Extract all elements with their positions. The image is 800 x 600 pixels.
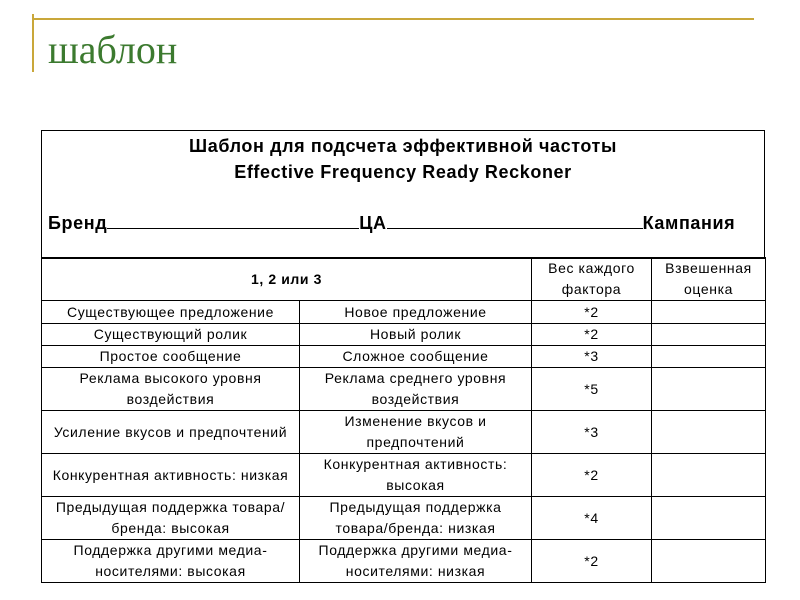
reckoner-template <box>41 130 765 583</box>
right-factor: Поддержка другими медиа-носителями: низкая <box>300 540 532 583</box>
table-row <box>42 497 766 540</box>
score-cell[interactable] <box>652 454 766 497</box>
table-row <box>42 540 766 583</box>
factors-table <box>41 257 766 583</box>
left-factor: Простое сообщение <box>42 346 300 368</box>
left-factor: Существующее предложение <box>42 301 300 324</box>
table-header-row <box>42 258 766 301</box>
choice-header: 1, 2 или 3 <box>42 258 532 301</box>
factor-weight: *2 <box>532 454 652 497</box>
score-cell[interactable] <box>652 368 766 411</box>
score-cell[interactable] <box>652 411 766 454</box>
brand-label: Бренд <box>48 213 108 233</box>
factor-weight: *4 <box>532 497 652 540</box>
right-factor: Новое предложение <box>300 301 532 324</box>
header-fields <box>48 213 735 234</box>
audience-blank <box>387 227 643 229</box>
score-cell[interactable] <box>652 497 766 540</box>
slide-title: шаблон <box>48 27 178 72</box>
heading-en: Effective Frequency Ready Reckoner <box>234 162 572 182</box>
right-factor: Сложное сообщение <box>300 346 532 368</box>
left-factor: Усиление вкусов и предпочтений <box>42 411 300 454</box>
factor-weight: *2 <box>532 540 652 583</box>
table-row <box>42 411 766 454</box>
template-header <box>41 130 765 259</box>
table-row <box>42 368 766 411</box>
score-cell[interactable] <box>652 324 766 346</box>
weighted-header: Взвешенная оценка <box>652 258 766 301</box>
left-factor: Конкурентная активность: низкая <box>42 454 300 497</box>
left-factor: Предыдущая поддержка товара/бренда: высокая <box>42 497 300 540</box>
score-cell[interactable] <box>652 301 766 324</box>
left-factor: Поддержка другими медиа-носителями: высокая <box>42 540 300 583</box>
table-row <box>42 454 766 497</box>
score-cell[interactable] <box>652 540 766 583</box>
factor-weight: *5 <box>532 368 652 411</box>
right-factor: Предыдущая поддержка товара/бренда: низкая <box>300 497 532 540</box>
factor-weight: *3 <box>532 346 652 368</box>
heading-ru: Шаблон для подсчета эффективной частоты <box>189 136 617 156</box>
table-row <box>42 324 766 346</box>
right-factor: Реклама среднего уровня воздействия <box>300 368 532 411</box>
audience-label: ЦА <box>359 213 387 233</box>
table-row <box>42 346 766 368</box>
brand-blank <box>107 227 359 229</box>
left-factor: Реклама высокого уровня воздействия <box>42 368 300 411</box>
campaign-label: Кампания <box>642 213 736 233</box>
factor-weight: *2 <box>532 324 652 346</box>
right-factor: Изменение вкусов и предпочтений <box>300 411 532 454</box>
right-factor: Новый ролик <box>300 324 532 346</box>
right-factor: Конкурентная активность: высокая <box>300 454 532 497</box>
score-cell[interactable] <box>652 346 766 368</box>
table-row <box>42 301 766 324</box>
decorative-vertical-line <box>32 14 34 72</box>
left-factor: Существующий ролик <box>42 324 300 346</box>
factor-weight: *3 <box>532 411 652 454</box>
factor-weight: *2 <box>532 301 652 324</box>
decorative-horizontal-line <box>32 18 754 20</box>
weight-header: Вес каждого фактора <box>532 258 652 301</box>
